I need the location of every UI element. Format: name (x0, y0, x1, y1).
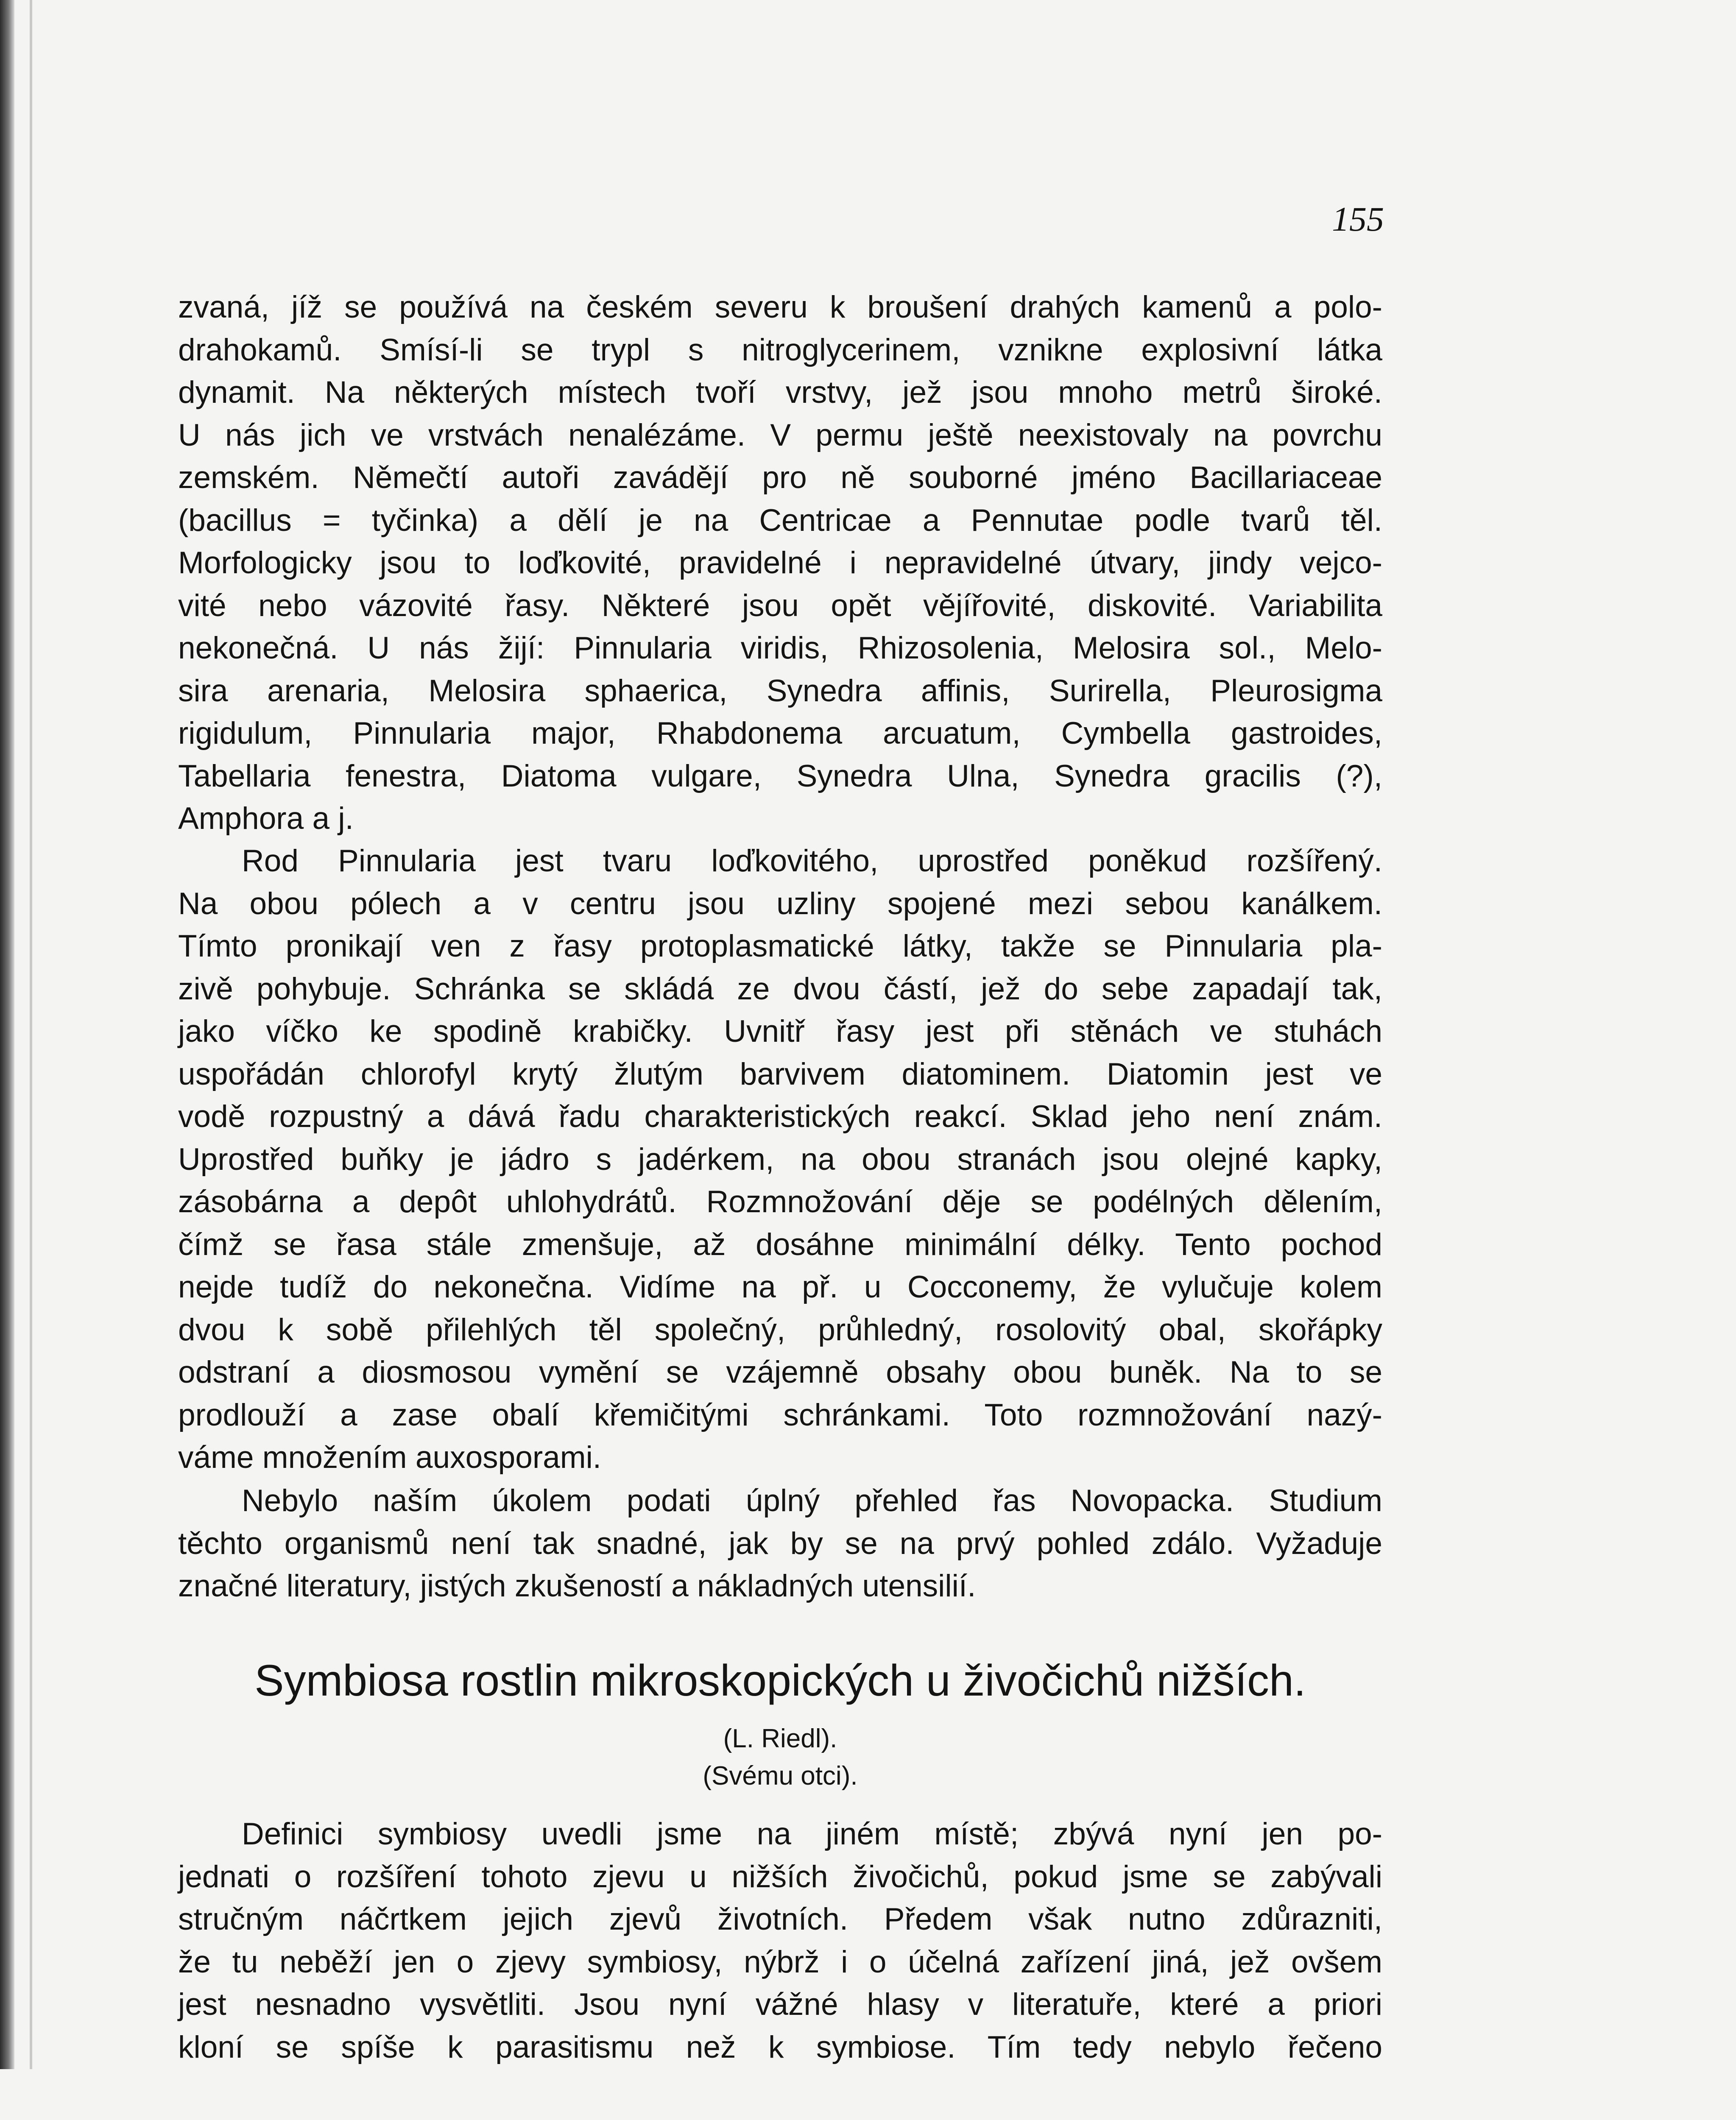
text-line: (bacillus = tyčinka) a dělí je na Centricae a Pennutae podle tvarů těl. (178, 503, 1382, 538)
text-line: zivě pohybuje. Schránka se skládá ze dvou částí, jež do sebe zapadají tak, (178, 971, 1382, 1006)
text-line: čímž se řasa stále zmenšuje, až dosáhne minimální délky. Tento pochod (178, 1227, 1382, 1262)
text-line: drahokamů. Smísí-li se trypl s nitroglycerinem, vznikne explosivní látka (178, 332, 1382, 367)
text-line: nekonečná. U nás žijí: Pinnularia viridis, Rhizosolenia, Melosira sol., Melo- (178, 631, 1382, 665)
section-author: (L. Riedl). (723, 1724, 837, 1753)
text-line: dvou k sobě přilehlých těl společný, průhledný, rosolovitý obal, skořápky (178, 1312, 1382, 1347)
text-line: Na obou pólech a v centru jsou uzliny spojené mezi sebou kanálkem. (178, 886, 1382, 921)
text-line: Definici symbiosy uvedli jsme na jiném místě; zbývá nyní jen po- (242, 1817, 1382, 1851)
text-line: stručným náčrtkem jejich zjevů životních. Předem však nutno zdůrazniti, (178, 1902, 1382, 1936)
text-line: zvaná, jíž se používá na českém severu k broušení drahých kamenů a polo- (178, 290, 1382, 324)
paragraph-1 (178, 286, 1382, 840)
page-number: 155 (1332, 200, 1384, 238)
text-line: že tu neběží jen o zjevy symbiosy, nýbrž i o účelná zařízení jiná, jež ovšem (178, 1944, 1382, 1979)
text-line: uspořádán chlorofyl krytý žlutým barvivem diatominem. Diatomin jest ve (178, 1057, 1382, 1091)
text-line: Uprostřed buňky je jádro s jadérkem, na obou stranách jsou olejné kapky, (178, 1142, 1382, 1177)
text-line: vodě rozpustný a dává řadu charakteristických reakcí. Sklad jeho není znám. (178, 1099, 1382, 1134)
text-line: Rod Pinnularia jest tvaru loďkovitého, uprostřed poněkud rozšířený. (242, 844, 1382, 878)
text-line: dynamit. Na některých místech tvoří vrstvy, jež jsou mnoho metrů široké. (178, 375, 1382, 410)
text-line: kloní se spíše k parasitismu než k symbiose. Tím tedy nebylo řečeno (178, 2030, 1382, 2064)
text-line: odstraní a diosmosou vymění se vzájemně obsahy obou buněk. Na to se (178, 1355, 1382, 1389)
text-line: jednati o rozšíření tohoto zjevu u nižších živočichů, pokud jsme se zabývali (178, 1859, 1382, 1894)
text-line: rigidulum, Pinnularia major, Rhabdonema arcuatum, Cymbella gastroides, (178, 716, 1382, 750)
text-line: jest nesnadno vysvětliti. Jsou nyní vážné hlasy v literatuře, které a priori (178, 1987, 1382, 2022)
section-dedication: (Svému otci). (703, 1761, 858, 1791)
text-line: vité nebo vázovité řasy. Některé jsou opět vějířovité, diskovité. Variabilita (178, 588, 1382, 623)
text-line: Tabellaria fenestra, Diatoma vulgare, Synedra Ulna, Synedra gracilis (?), (178, 759, 1382, 793)
paragraph-4 (178, 1813, 1382, 2069)
text-line: jako víčko ke spodině krabičky. Uvnitř řasy jest při stěnách ve stuhách (178, 1014, 1382, 1049)
paragraph-3 (178, 1480, 1382, 1608)
text-line: zásobárna a depôt uhlohydrátů. Rozmnožování děje se podélných dělením, (178, 1185, 1382, 1219)
text-line: nejde tudíž do nekonečna. Vidíme na př. u Cocconemy, že vylučuje kolem (178, 1270, 1382, 1304)
paragraph-2 (178, 840, 1382, 1479)
text-line: Amphora a j. (178, 801, 354, 836)
section-title: Symbiosa rostlin mikroskopických u živočichů nižších. (254, 1656, 1306, 1705)
text-line: Tímto pronikají ven z řasy protoplasmatické látky, takže se Pinnularia pla- (178, 929, 1382, 963)
text-line: těchto organismů není tak snadné, jak by se na prvý pohled zdálo. Vyžaduje (178, 1526, 1382, 1561)
text-line: Morfologicky jsou to loďkovité, pravidelné i nepravidelné útvary, jindy vejco- (178, 546, 1382, 580)
text-line: Nebylo naším úkolem podati úplný přehled řas Novopacka. Studium (242, 1484, 1382, 1518)
text-line: značné literatury, jistých zkušeností a nákladných utensilií. (178, 1569, 976, 1603)
text-line: váme množením auxosporami. (178, 1440, 602, 1475)
text-line: prodlouží a zase obalí křemičitými schránkami. Toto rozmnožování nazý- (178, 1398, 1382, 1432)
text-line: sira arenaria, Melosira sphaerica, Synedra affinis, Surirella, Pleurosigma (178, 673, 1382, 708)
text-line: zemském. Němečtí autoři zavádějí pro ně souborné jméno Bacillariaceae (178, 460, 1382, 495)
text-line: U nás jich ve vrstvách nenalézáme. V permu ještě neexistovaly na povrchu (178, 418, 1382, 452)
